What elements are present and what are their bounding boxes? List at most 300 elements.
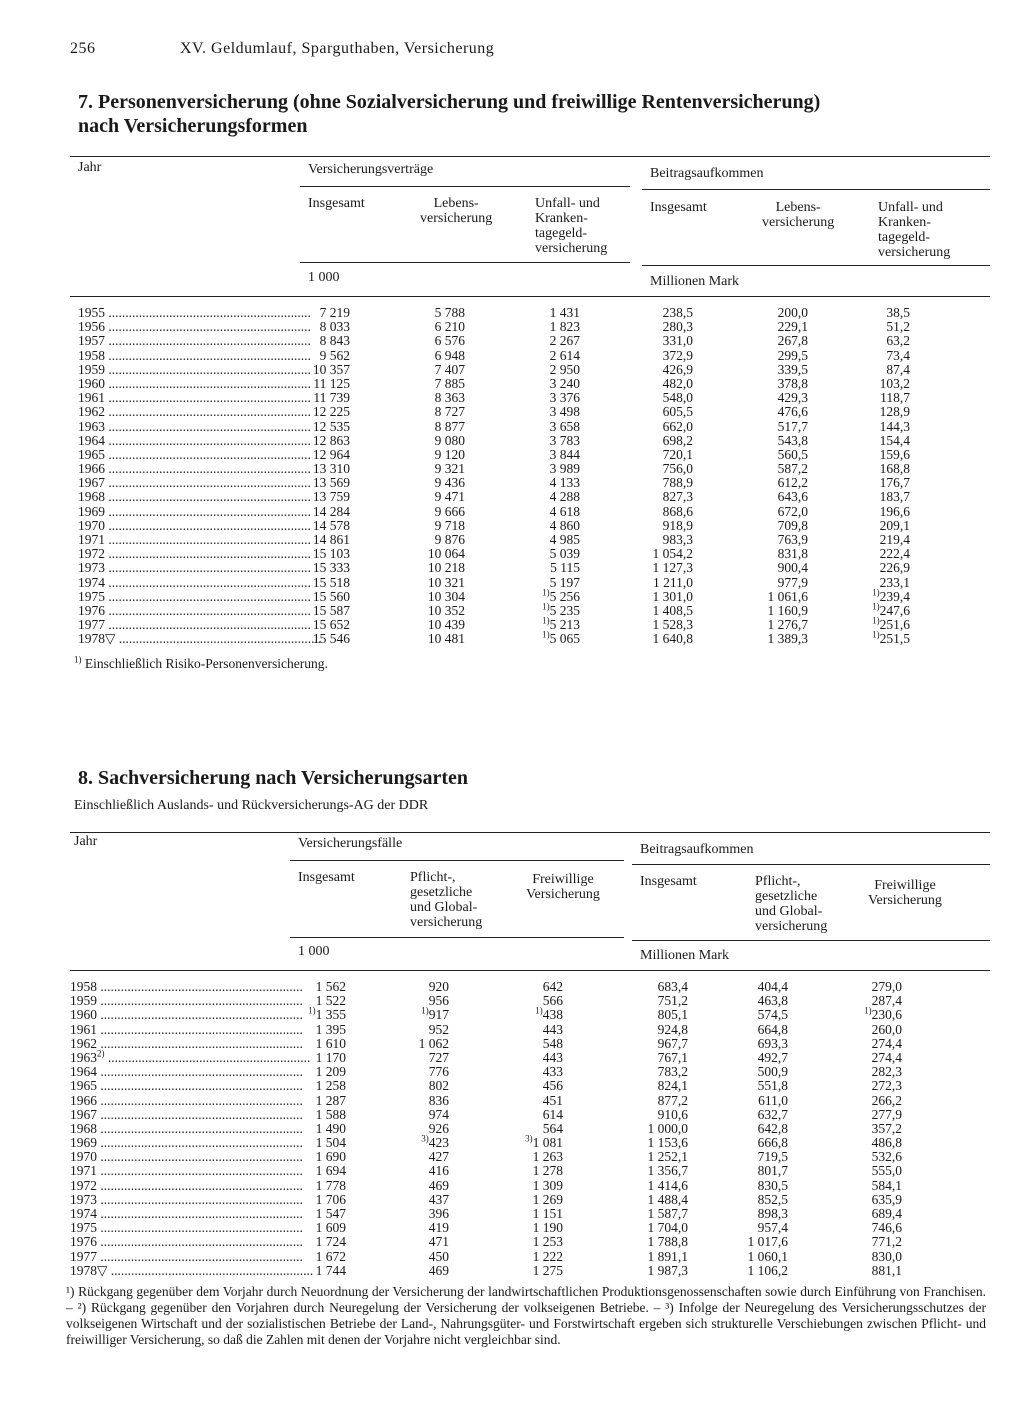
cell-f xyxy=(792,1108,902,1122)
leader-dots: ............................................................ xyxy=(97,1007,303,1023)
cell-value: 983,3 xyxy=(662,532,693,547)
cell-value: 12 535 xyxy=(312,418,350,434)
cell-value: 1 355 xyxy=(315,1007,346,1023)
cell-value: 1 276,7 xyxy=(767,617,808,633)
cell-value: 230,6 xyxy=(871,1007,902,1023)
cell-value: 15 546 xyxy=(312,631,350,647)
cell-value: 771,2 xyxy=(871,1234,902,1250)
cell-d xyxy=(583,547,693,561)
cell-f xyxy=(800,377,910,391)
cell-value: 548 xyxy=(542,1035,563,1051)
cell-value: 881,1 xyxy=(871,1262,902,1278)
cell-value: 426,9 xyxy=(662,361,693,377)
row-year-label: 1956 xyxy=(78,319,105,335)
row-year-label: 1973 xyxy=(70,1191,97,1207)
footnote-ref: 1) xyxy=(421,1005,429,1016)
cell-c xyxy=(453,980,563,994)
row-year-label: 1968 xyxy=(70,1120,97,1136)
cell-e xyxy=(678,1179,788,1193)
table-row xyxy=(0,587,1024,604)
cell-c xyxy=(470,448,580,462)
cell-e xyxy=(698,448,808,462)
row-year-label: 1977 xyxy=(70,1248,97,1264)
cell-f xyxy=(792,1122,902,1136)
cell-value: 9 471 xyxy=(434,489,465,505)
cell-value: 1 488,4 xyxy=(647,1191,688,1207)
cell-value: 3 658 xyxy=(549,418,580,434)
cell-f xyxy=(792,1023,902,1037)
row-year-label: 1978▽ xyxy=(70,1262,108,1278)
cell-value: 1 269 xyxy=(532,1191,563,1207)
table7-footnote xyxy=(74,656,328,672)
cell-f xyxy=(792,980,902,994)
table-row xyxy=(0,1150,1024,1164)
leader-dots: ............................................................ xyxy=(105,532,311,547)
cell-d xyxy=(583,604,693,618)
cell-f xyxy=(800,405,910,419)
table7-group1-rule xyxy=(300,186,630,187)
cell-value: 1 151 xyxy=(532,1206,563,1221)
cell-f xyxy=(800,434,910,448)
cell-value: 974 xyxy=(428,1106,449,1122)
cell-a xyxy=(236,1235,346,1249)
cell-value: 159,6 xyxy=(879,446,910,462)
cell-d xyxy=(578,1264,688,1278)
cell-b xyxy=(339,980,449,994)
cell-value: 3 844 xyxy=(549,446,580,462)
cell-value: 277,9 xyxy=(871,1106,902,1122)
cell-value: 683,4 xyxy=(657,979,688,994)
cell-value: 2 950 xyxy=(549,361,580,377)
cell-value: 5 256 xyxy=(549,588,580,604)
table7-title-line2: nach Versicherungsformen xyxy=(78,115,308,137)
cell-value: 5 788 xyxy=(434,305,465,320)
cell-b xyxy=(339,1005,449,1023)
cell-f xyxy=(800,490,910,504)
cell-a xyxy=(240,448,350,462)
cell-a xyxy=(240,505,350,519)
cell-f xyxy=(800,363,910,377)
row-year-label: 1971 xyxy=(70,1163,97,1179)
cell-value: 852,5 xyxy=(757,1191,788,1207)
cell-d xyxy=(583,561,693,575)
cell-value: 5 235 xyxy=(549,602,580,618)
cell-value: 486,8 xyxy=(871,1135,902,1151)
cell-e xyxy=(698,405,808,419)
cell-value: 51,2 xyxy=(886,319,910,335)
cell-value: 200,0 xyxy=(777,305,808,320)
cell-e xyxy=(698,505,808,519)
cell-d xyxy=(578,1207,688,1221)
leader-dots: ............................................................ xyxy=(105,461,311,477)
row-year-label: 1966 xyxy=(78,461,105,477)
cell-c xyxy=(453,1065,563,1079)
row-year-label: 1965 xyxy=(70,1078,97,1094)
cell-b xyxy=(339,1133,449,1151)
cell-value: 9 436 xyxy=(434,475,465,491)
cell-e xyxy=(678,980,788,994)
cell-value: 783,2 xyxy=(657,1064,688,1080)
leader-dots: ............................................................ xyxy=(97,1234,303,1250)
cell-value: 1 017,6 xyxy=(747,1234,788,1250)
table-row xyxy=(0,519,1024,533)
cell-a xyxy=(236,1051,346,1065)
table7-header-bottom-rule xyxy=(70,296,990,297)
cell-c xyxy=(470,547,580,561)
leader-dots: ............................................................ xyxy=(97,1064,303,1080)
cell-f xyxy=(800,505,910,519)
row-year-label: 1955 xyxy=(78,305,105,320)
cell-d xyxy=(578,1193,688,1207)
cell-value: 14 578 xyxy=(312,517,350,533)
cell-f xyxy=(800,306,910,320)
cell-value: 1 562 xyxy=(315,979,346,994)
row-year-label: 1970 xyxy=(78,517,105,533)
cell-value: 877,2 xyxy=(657,1092,688,1108)
cell-c xyxy=(453,1023,563,1037)
cell-value: 469 xyxy=(428,1262,449,1278)
cell-e xyxy=(698,576,808,590)
table7-g1-c3: Unfall- und Kranken- tagegeld- versicherung xyxy=(535,196,608,256)
table-row xyxy=(0,420,1024,434)
leader-dots: ............................................................ xyxy=(105,602,311,618)
cell-value: 1 547 xyxy=(315,1206,346,1221)
cell-value: 720,1 xyxy=(662,446,693,462)
cell-c xyxy=(453,1179,563,1193)
row-year-label: 1963 xyxy=(78,418,105,434)
cell-f xyxy=(800,547,910,561)
cell-value: 8 727 xyxy=(434,404,465,420)
leader-dots: ............................................................ xyxy=(105,617,311,633)
cell-b xyxy=(339,1051,449,1065)
cell-b xyxy=(355,405,465,419)
cell-d xyxy=(583,420,693,434)
cell-e xyxy=(698,434,808,448)
cell-a xyxy=(240,476,350,490)
cell-value: 662,0 xyxy=(662,418,693,434)
cell-value: 746,6 xyxy=(871,1220,902,1236)
cell-c xyxy=(470,377,580,391)
cell-value: 689,4 xyxy=(871,1206,902,1221)
footnote-ref: 3) xyxy=(525,1133,533,1144)
row-year-label: 1977 xyxy=(78,617,105,633)
running-head-title: XV. Geldumlauf, Sparguthaben, Versicherung xyxy=(180,40,495,57)
leader-dots: ............................................................ xyxy=(97,1191,303,1207)
table8-body xyxy=(0,980,1024,1278)
table7-unit1: 1 000 xyxy=(308,270,340,285)
cell-a xyxy=(240,533,350,547)
cell-value: 3 989 xyxy=(549,461,580,477)
cell-value: 437 xyxy=(428,1191,449,1207)
leader-dots: ............................................................ xyxy=(105,319,311,335)
cell-a xyxy=(236,1207,346,1221)
cell-value: 868,6 xyxy=(662,503,693,519)
cell-c xyxy=(470,533,580,547)
cell-value: 5 065 xyxy=(549,631,580,647)
cell-value: 267,8 xyxy=(777,333,808,349)
table8-g2-c2: Pflicht-, gesetzliche und Global- versicherung xyxy=(755,874,828,934)
cell-d xyxy=(578,1150,688,1164)
cell-value: 560,5 xyxy=(777,446,808,462)
cell-e xyxy=(678,1264,788,1278)
cell-c xyxy=(470,363,580,377)
table-row xyxy=(0,434,1024,448)
cell-value: 5 213 xyxy=(549,617,580,633)
row-year-label: 1972 xyxy=(70,1177,97,1193)
table-row xyxy=(0,377,1024,391)
cell-value: 12 964 xyxy=(312,446,350,462)
cell-value: 282,3 xyxy=(871,1064,902,1080)
cell-a xyxy=(236,980,346,994)
cell-value: 1 000,0 xyxy=(647,1120,688,1136)
cell-a xyxy=(240,420,350,434)
leader-dots: ............................................................ xyxy=(97,1220,303,1236)
cell-c xyxy=(470,462,580,476)
cell-value: 500,9 xyxy=(757,1064,788,1080)
cell-value: 9 321 xyxy=(434,461,465,477)
cell-value: 1 528,3 xyxy=(652,617,693,633)
cell-value: 443 xyxy=(542,1049,563,1065)
cell-value: 802 xyxy=(428,1078,449,1094)
cell-d xyxy=(578,1051,688,1065)
table-row xyxy=(0,1133,1024,1151)
cell-value: 8 877 xyxy=(434,418,465,434)
table8-group1: Versicherungsfälle xyxy=(298,836,403,851)
cell-c xyxy=(470,391,580,405)
footnote-ref: 1) xyxy=(872,615,880,626)
cell-f xyxy=(800,629,910,647)
cell-d xyxy=(583,349,693,363)
cell-value: 776 xyxy=(428,1064,449,1080)
table8-unit-rule1 xyxy=(290,937,624,938)
row-year-label: 1960 xyxy=(78,375,105,391)
footnote-ref: 2) xyxy=(97,1048,105,1059)
cell-value: 1 588 xyxy=(315,1106,346,1122)
cell-value: 6 948 xyxy=(434,347,465,363)
cell-b xyxy=(355,490,465,504)
cell-value: 788,9 xyxy=(662,475,693,491)
cell-value: 419 xyxy=(428,1220,449,1236)
cell-value: 357,2 xyxy=(871,1120,902,1136)
table-row xyxy=(0,476,1024,490)
table-row xyxy=(0,533,1024,547)
leader-dots: ............................................................ xyxy=(115,631,322,647)
leader-dots: ............................................................ xyxy=(105,333,311,349)
cell-value: 824,1 xyxy=(657,1078,688,1094)
cell-value: 9 666 xyxy=(434,503,465,519)
cell-value: 10 352 xyxy=(427,602,465,618)
row-year-label: 1964 xyxy=(70,1064,97,1080)
cell-value: 6 210 xyxy=(434,319,465,335)
cell-value: 4 985 xyxy=(549,532,580,547)
cell-d xyxy=(578,1164,688,1178)
cell-d xyxy=(583,632,693,646)
leader-dots: ............................................................ xyxy=(107,1262,314,1278)
cell-c xyxy=(470,349,580,363)
table-row xyxy=(0,1065,1024,1079)
table-row xyxy=(0,1079,1024,1093)
cell-value: 1 222 xyxy=(532,1248,563,1264)
cell-b xyxy=(355,476,465,490)
cell-value: 7 219 xyxy=(319,305,350,320)
cell-a xyxy=(236,1221,346,1235)
row-year-label: 1975 xyxy=(78,588,105,604)
cell-e xyxy=(698,519,808,533)
cell-b xyxy=(339,1037,449,1051)
table7-title-line1: 7. Personenversicherung (ohne Sozialversicherung und freiwillige Rentenversicherung) xyxy=(78,91,821,113)
cell-value: 517,7 xyxy=(777,418,808,434)
cell-value: 226,9 xyxy=(879,560,910,576)
table8-group1-rule xyxy=(290,860,624,861)
leader-dots: ............................................................ xyxy=(105,517,311,533)
table7-unit-rule2 xyxy=(642,265,990,266)
table-row xyxy=(0,505,1024,519)
cell-a xyxy=(240,490,350,504)
cell-value: 1 263 xyxy=(532,1149,563,1165)
leader-dots: ............................................................ xyxy=(105,375,311,391)
row-year-label: 1976 xyxy=(70,1234,97,1250)
cell-e xyxy=(698,533,808,547)
cell-d xyxy=(583,533,693,547)
cell-a xyxy=(236,1264,346,1278)
cell-d xyxy=(583,377,693,391)
row-year-label: 1961 xyxy=(78,390,105,406)
row-year-label: 1976 xyxy=(78,602,105,618)
cell-b xyxy=(355,377,465,391)
cell-b xyxy=(355,547,465,561)
cell-value: 10 218 xyxy=(427,560,465,576)
cell-value: 63,2 xyxy=(886,333,910,349)
cell-d xyxy=(583,490,693,504)
cell-value: 587,2 xyxy=(777,461,808,477)
cell-value: 1 309 xyxy=(532,1177,563,1193)
cell-b xyxy=(339,1164,449,1178)
cell-c xyxy=(470,320,580,334)
cell-value: 14 284 xyxy=(312,503,350,519)
cell-a xyxy=(240,519,350,533)
row-year-label: 1978▽ xyxy=(78,631,116,647)
cell-value: 642,8 xyxy=(757,1120,788,1136)
cell-a xyxy=(236,1150,346,1164)
cell-value: 1 610 xyxy=(315,1035,346,1051)
cell-value: 10 357 xyxy=(312,361,350,377)
cell-value: 9 718 xyxy=(434,517,465,533)
footnote-ref: 3) xyxy=(421,1133,429,1144)
table8-unit1: 1 000 xyxy=(298,944,330,959)
leader-dots: ............................................................ xyxy=(97,993,303,1009)
cell-b xyxy=(355,505,465,519)
cell-e xyxy=(678,994,788,1008)
cell-value: 719,5 xyxy=(757,1149,788,1165)
cell-value: 967,7 xyxy=(657,1035,688,1051)
cell-value: 222,4 xyxy=(879,546,910,562)
cell-d xyxy=(583,576,693,590)
cell-value: 1 395 xyxy=(315,1021,346,1037)
cell-d xyxy=(583,476,693,490)
cell-value: 920 xyxy=(428,979,449,994)
cell-value: 1 891,1 xyxy=(647,1248,688,1264)
cell-a xyxy=(240,320,350,334)
cell-value: 926 xyxy=(428,1120,449,1136)
cell-value: 239,4 xyxy=(879,588,910,604)
footnote-ref: 1) xyxy=(542,615,550,626)
cell-value: 378,8 xyxy=(777,375,808,391)
footnote-ref: 1) xyxy=(308,1005,316,1016)
cell-b xyxy=(339,1108,449,1122)
cell-value: 2 614 xyxy=(549,347,580,363)
cell-value: 1 778 xyxy=(315,1177,346,1193)
table8-group2-rule xyxy=(632,864,990,865)
table-row xyxy=(0,320,1024,334)
cell-b xyxy=(355,462,465,476)
cell-c xyxy=(453,1150,563,1164)
cell-d xyxy=(583,334,693,348)
cell-value: 693,3 xyxy=(757,1035,788,1051)
cell-a xyxy=(240,306,350,320)
cell-value: 73,4 xyxy=(886,347,910,363)
table8-title: 8. Sachversicherung nach Versicherungsarten xyxy=(78,767,468,789)
cell-d xyxy=(583,320,693,334)
cell-value: 482,0 xyxy=(662,375,693,391)
leader-dots: ............................................................ xyxy=(97,1120,303,1136)
table-row xyxy=(0,448,1024,462)
row-year-label: 1959 xyxy=(70,993,97,1009)
cell-value: 1 704,0 xyxy=(647,1220,688,1236)
cell-a xyxy=(240,377,350,391)
table7-unit-rule1 xyxy=(300,262,630,263)
cell-d xyxy=(583,505,693,519)
cell-c xyxy=(470,561,580,575)
leader-dots: ............................................................ xyxy=(97,1092,303,1108)
cell-d xyxy=(578,1008,688,1022)
cell-value: 1 054,2 xyxy=(652,546,693,562)
cell-value: 233,1 xyxy=(879,574,910,590)
row-year-label: 1957 xyxy=(78,333,105,349)
leader-dots: ............................................................ xyxy=(105,588,311,604)
cell-value: 1 153,6 xyxy=(647,1135,688,1151)
table8-g2-c3: Freiwillige Versicherung xyxy=(868,878,942,908)
cell-c xyxy=(470,587,580,604)
cell-e xyxy=(678,1122,788,1136)
table-row xyxy=(0,601,1024,618)
cell-f xyxy=(792,1005,902,1023)
cell-value: 469 xyxy=(428,1177,449,1193)
table-row xyxy=(0,1179,1024,1193)
cell-a xyxy=(240,561,350,575)
cell-value: 801,7 xyxy=(757,1163,788,1179)
table-row xyxy=(0,576,1024,590)
cell-f xyxy=(792,1164,902,1178)
cell-a xyxy=(236,1108,346,1122)
cell-e xyxy=(678,1150,788,1164)
cell-b xyxy=(339,1179,449,1193)
cell-value: 4 618 xyxy=(549,503,580,519)
row-year-label: 1958 xyxy=(70,979,97,994)
leader-dots: ............................................................ xyxy=(105,489,311,505)
cell-value: 632,7 xyxy=(757,1106,788,1122)
cell-value: 279,0 xyxy=(871,979,902,994)
cell-b xyxy=(339,1221,449,1235)
cell-f xyxy=(792,1250,902,1264)
cell-value: 666,8 xyxy=(757,1135,788,1151)
leader-dots: ............................................................ xyxy=(105,503,311,519)
cell-value: 1 694 xyxy=(315,1163,346,1179)
cell-d xyxy=(578,1136,688,1150)
table-row xyxy=(0,1264,1024,1278)
cell-value: 1 788,8 xyxy=(647,1234,688,1250)
table8-g1-c3: Freiwillige Versicherung xyxy=(526,872,600,902)
cell-b xyxy=(355,618,465,632)
